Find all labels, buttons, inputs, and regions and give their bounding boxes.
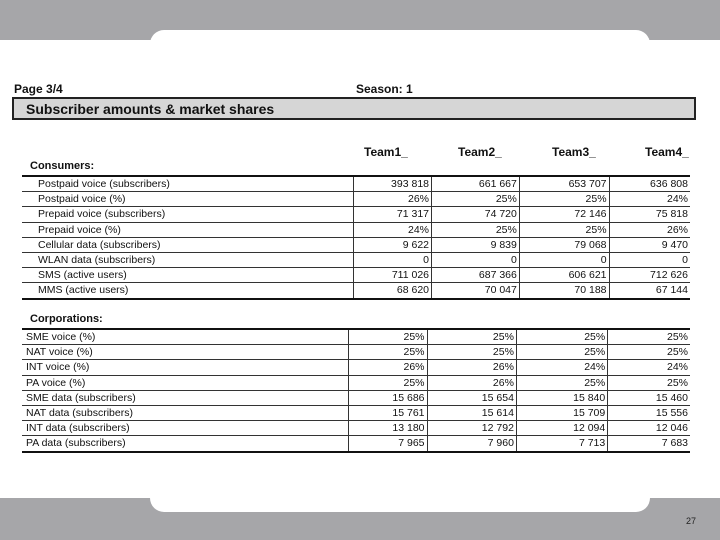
cell-value: 74 720: [432, 207, 520, 222]
cell-value: 25%: [348, 375, 427, 390]
row-label: NAT voice (%): [22, 345, 348, 360]
cell-value: 68 620: [354, 283, 432, 299]
cell-value: 67 144: [609, 283, 690, 299]
cell-value: 15 614: [427, 405, 516, 420]
cell-value: 72 146: [519, 207, 609, 222]
cell-value: 7 683: [608, 436, 690, 452]
corporations-table: [22, 328, 690, 453]
table-row: [22, 405, 690, 420]
table-row: [22, 436, 690, 452]
cell-value: 26%: [427, 375, 516, 390]
cell-value: 687 366: [432, 268, 520, 283]
cell-value: 15 709: [516, 405, 607, 420]
cell-value: 25%: [608, 345, 690, 360]
corporations-label: Corporations:: [30, 313, 103, 325]
row-label: WLAN data (subscribers): [22, 252, 354, 267]
table-row: [22, 192, 690, 207]
table-row: [22, 390, 690, 405]
table-row: [22, 176, 690, 192]
cell-value: 636 808: [609, 176, 690, 192]
row-label: SME data (subscribers): [22, 390, 348, 405]
cell-value: 0: [609, 252, 690, 267]
row-label: PA voice (%): [22, 375, 348, 390]
cell-value: 25%: [427, 329, 516, 345]
cell-value: 70 188: [519, 283, 609, 299]
cell-value: 25%: [516, 329, 607, 345]
cell-value: 7 960: [427, 436, 516, 452]
cell-value: 75 818: [609, 207, 690, 222]
team-header-4: Team4_: [645, 145, 689, 159]
row-label: Cellular data (subscribers): [22, 237, 354, 252]
table-row: [22, 345, 690, 360]
cell-value: 0: [519, 252, 609, 267]
slide-frame-bottom: [150, 488, 650, 512]
table-row: [22, 252, 690, 267]
cell-value: 26%: [348, 360, 427, 375]
table-row: [22, 329, 690, 345]
table-row: [22, 207, 690, 222]
cell-value: 661 667: [432, 176, 520, 192]
consumers-label: Consumers:: [30, 160, 95, 172]
cell-value: 12 792: [427, 421, 516, 436]
cell-value: 26%: [427, 360, 516, 375]
cell-value: 15 654: [427, 390, 516, 405]
table-row: [22, 222, 690, 237]
cell-value: 15 840: [516, 390, 607, 405]
cell-value: 7 965: [348, 436, 427, 452]
row-label: Prepaid voice (%): [22, 222, 354, 237]
cell-value: 24%: [354, 222, 432, 237]
cell-value: 79 068: [519, 237, 609, 252]
cell-value: 12 094: [516, 421, 607, 436]
cell-value: 606 621: [519, 268, 609, 283]
table-row: [22, 283, 690, 299]
row-label: PA data (subscribers): [22, 436, 348, 452]
row-label: INT data (subscribers): [22, 421, 348, 436]
cell-value: 24%: [608, 360, 690, 375]
cell-value: 25%: [516, 345, 607, 360]
cell-value: 25%: [608, 329, 690, 345]
table-row: [22, 237, 690, 252]
cell-value: 15 686: [348, 390, 427, 405]
cell-value: 26%: [609, 222, 690, 237]
cell-value: 712 626: [609, 268, 690, 283]
cell-value: 0: [432, 252, 520, 267]
team-header-3: Team3_: [552, 145, 596, 159]
cell-value: 9 622: [354, 237, 432, 252]
page-indicator: Page 3/4: [14, 82, 63, 96]
row-label: Prepaid voice (subscribers): [22, 207, 354, 222]
cell-value: 24%: [516, 360, 607, 375]
row-label: SME voice (%): [22, 329, 348, 345]
cell-value: 25%: [432, 222, 520, 237]
cell-value: 25%: [519, 222, 609, 237]
row-label: Postpaid voice (subscribers): [22, 176, 354, 192]
cell-value: 13 180: [348, 421, 427, 436]
cell-value: 711 026: [354, 268, 432, 283]
cell-value: 25%: [516, 375, 607, 390]
cell-value: 9 470: [609, 237, 690, 252]
cell-value: 71 317: [354, 207, 432, 222]
cell-value: 9 839: [432, 237, 520, 252]
cell-value: 12 046: [608, 421, 690, 436]
consumers-table: [22, 175, 690, 300]
row-label: MMS (active users): [22, 283, 354, 299]
row-label: NAT data (subscribers): [22, 405, 348, 420]
cell-value: 25%: [348, 329, 427, 345]
report-title: Subscriber amounts & market shares: [26, 101, 275, 117]
cell-value: 15 556: [608, 405, 690, 420]
row-label: INT voice (%): [22, 360, 348, 375]
table-row: [22, 268, 690, 283]
cell-value: 25%: [348, 345, 427, 360]
cell-value: 25%: [427, 345, 516, 360]
team-header-1: Team1_: [364, 145, 408, 159]
row-label: Postpaid voice (%): [22, 192, 354, 207]
row-label: SMS (active users): [22, 268, 354, 283]
table-row: [22, 375, 690, 390]
cell-value: 653 707: [519, 176, 609, 192]
team-header-2: Team2_: [458, 145, 502, 159]
cell-value: 15 761: [348, 405, 427, 420]
cell-value: 0: [354, 252, 432, 267]
table-row: [22, 360, 690, 375]
cell-value: 393 818: [354, 176, 432, 192]
slide-page-number: 27: [686, 516, 697, 526]
cell-value: 25%: [608, 375, 690, 390]
cell-value: 26%: [354, 192, 432, 207]
cell-value: 7 713: [516, 436, 607, 452]
cell-value: 25%: [432, 192, 520, 207]
cell-value: 15 460: [608, 390, 690, 405]
cell-value: 24%: [609, 192, 690, 207]
table-row: [22, 421, 690, 436]
season-indicator: Season: 1: [356, 82, 413, 96]
cell-value: 70 047: [432, 283, 520, 299]
title-bar: [12, 97, 696, 120]
cell-value: 25%: [519, 192, 609, 207]
